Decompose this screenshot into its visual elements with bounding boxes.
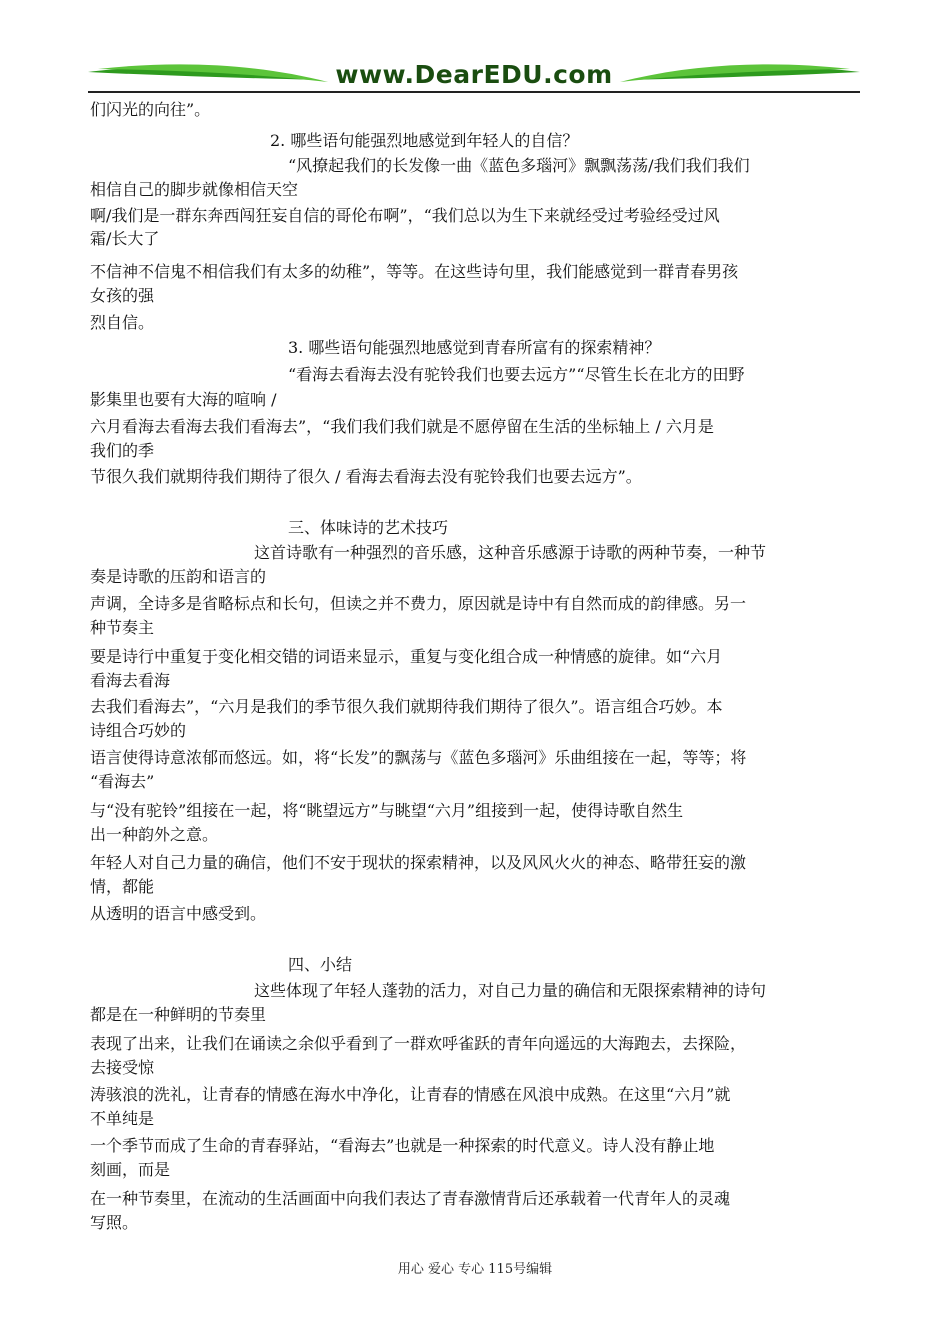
text-line: 情，都能: [90, 877, 155, 896]
text-line: 要是诗行中重复于变化相交错的词语来显示，重复与变化组合成一种情感的旋律。如“六月: [90, 647, 723, 666]
text-line: 奏是诗歌的压韵和语言的: [90, 567, 267, 586]
text-line: 女孩的强: [90, 286, 155, 305]
text-line: 去我们看海去”，“六月是我们的季节很久我们就期待我们期待了很久”。语言组合巧妙。本: [90, 697, 723, 716]
text-line: 写照。: [90, 1213, 139, 1232]
text-line: 3. 哪些语句能强烈地感觉到青春所富有的探索精神？: [288, 338, 661, 357]
text-line: 一个季节而成了生命的青春驿站，“看海去”也就是一种探索的时代意义。诗人没有静止地: [90, 1136, 715, 1155]
text-line: 涛骇浪的洗礼，让青春的情感在海水中净化，让青春的情感在风浪中成熟。在这里“六月”就: [90, 1085, 731, 1104]
text-line: 四、小结: [288, 955, 353, 974]
text-line: “风撩起我们的长发像一曲《蓝色多瑙河》飘飘荡荡/我们我们我们: [288, 156, 750, 175]
text-line: 表现了出来，让我们在诵读之余似乎看到了一群欢呼雀跃的青年向遥远的大海跑去，去探险，: [90, 1034, 747, 1053]
text-line: 六月看海去看海去我们看海去”，“我们我们我们就是不愿停留在生活的坐标轴上 / 六月是: [90, 417, 714, 436]
text-line: 节很久我们就期待我们期待了很久 / 看海去看海去没有驼铃我们也要去远方”。: [90, 467, 642, 486]
text-line: 去接受惊: [90, 1058, 155, 1077]
text-line: 刻画，而是: [90, 1160, 171, 1179]
text-line: 看海去看海: [90, 671, 171, 690]
text-line: 种节奏主: [90, 618, 155, 637]
text-line: 不信神不信鬼不相信我们有太多的幼稚”，等等。在这些诗句里，我们能感觉到一群青春男孩: [90, 262, 739, 281]
text-line: 在一种节奏里，在流动的生活画面中向我们表达了青春激情背后还承载着一代青年人的灵魂: [90, 1189, 731, 1208]
text-line: “看海去”: [90, 772, 155, 791]
text-line: 们闪光的向往”。: [90, 100, 211, 119]
text-line: “看海去看海去没有驼铃我们也要去远方”“尽管生长在北方的田野: [288, 365, 745, 384]
text-line: 从透明的语言中感受到。: [90, 904, 267, 923]
header-divider: [88, 91, 860, 93]
site-header-banner: [88, 58, 860, 94]
site-logo-text: www.DearEDU.com: [335, 60, 613, 89]
text-line: 语言使得诗意浓郁而悠远。如，将“长发”的飘荡与《蓝色多瑙河》乐曲组接在一起，等等；将: [90, 748, 747, 767]
text-line: 我们的季: [90, 441, 155, 460]
text-line: 都是在一种鲜明的节奏里: [90, 1005, 267, 1024]
text-line: 与“没有驼铃”组接在一起，将“眺望远方”与眺望“六月”组接到一起，使得诗歌自然生: [90, 801, 684, 820]
text-line: 这首诗歌有一种强烈的音乐感，这种音乐感源于诗歌的两种节奏，一种节: [254, 543, 767, 562]
page-footer: 用心 爱心 专心 115号编辑: [397, 1262, 553, 1277]
text-line: 烈自信。: [90, 313, 155, 332]
text-line: 霜/长大了: [90, 229, 160, 248]
text-line: 啊/我们是一群东奔西闯狂妄自信的哥伦布啊”，“我们总以为生下来就经受过考验经受过风: [90, 206, 720, 225]
text-line: 2. 哪些语句能强烈地感觉到年轻人的自信？: [270, 131, 579, 150]
text-line: 三、体味诗的艺术技巧: [288, 518, 449, 537]
text-line: 不单纯是: [90, 1109, 155, 1128]
text-line: 诗组合巧妙的: [90, 721, 187, 740]
text-line: 出一种韵外之意。: [90, 825, 219, 844]
text-line: 相信自己的脚步就像相信天空: [90, 180, 299, 199]
text-line: 影集里也要有大海的喧响 /: [90, 390, 277, 409]
text-line: 年轻人对自己力量的确信，他们不安于现状的探索精神，以及风风火火的神态、略带狂妄的激: [90, 853, 747, 872]
text-line: 声调，全诗多是省略标点和长句，但读之并不费力，原因就是诗中有自然而成的韵律感。另一: [90, 594, 747, 613]
text-line: 这些体现了年轻人蓬勃的活力，对自己力量的确信和无限探索精神的诗句: [254, 981, 767, 1000]
